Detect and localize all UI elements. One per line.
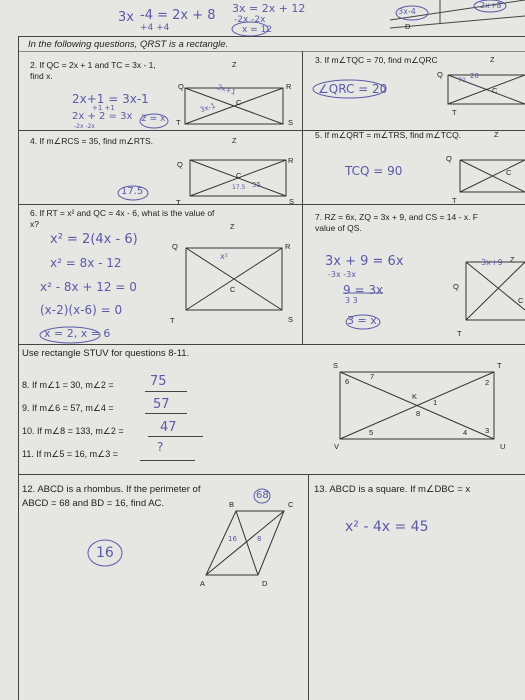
q4-label-q: Q — [177, 160, 183, 169]
scratch-eq-left-a: 3x — [118, 10, 134, 25]
stuv-heading: Use rectangle STUV for questions 8-11. — [22, 348, 190, 359]
q6-work-1: x² = 2(4x - 6) — [50, 232, 138, 247]
q7-label-c: C — [518, 296, 524, 305]
intro-text: In the following questions, QRST is a rectangle. — [28, 39, 229, 50]
q2-diag-label-b: 3x-1 — [199, 101, 217, 115]
stuv-label-s: S — [333, 361, 339, 370]
q3-label-q: Q — [437, 70, 443, 79]
q7-label-q: Q — [453, 282, 459, 291]
q9-text: 9. If m∠6 = 57, m∠4 = — [22, 403, 114, 413]
q11-text: 11. If m∠5 = 16, m∠3 = — [22, 449, 119, 459]
q4-label-s: S — [289, 197, 295, 206]
q3-answer: ∠QRC = 20 — [318, 82, 388, 96]
q13-work: x² - 4x = 45 — [345, 519, 429, 535]
q12-side: 68 — [256, 490, 269, 501]
q6-work-2: x² = 8x - 12 — [50, 256, 122, 270]
q6-work-4: (x-2)(x-6) = 0 — [40, 303, 123, 317]
q7-label-t: T — [457, 329, 462, 338]
q3-label-c: C — [492, 86, 498, 95]
stuv-angle-1: 1 — [433, 398, 438, 407]
q6-label-t: T — [170, 316, 175, 325]
q12-label-d: D — [262, 579, 268, 588]
q5-label-q: Q — [446, 154, 452, 163]
q4-label-r: R — [288, 156, 294, 165]
q2-label-r: R — [286, 82, 292, 91]
label-d-top: D — [405, 22, 411, 31]
q11-answer: ? — [157, 440, 164, 454]
q8-text: 8. If m∠1 = 30, m∠2 = — [22, 380, 114, 390]
stuv-angle-8: 8 — [416, 409, 421, 418]
q6-label-s: S — [288, 315, 294, 324]
q2-text-line2: find x. — [30, 71, 53, 81]
q4-text: 4. If m∠RCS = 35, find m∠RTS. — [30, 136, 154, 146]
scratch-eq-left-c: +4 +4 — [140, 23, 170, 33]
q2-label-z: Z — [232, 60, 237, 69]
q6-work-3: x² - 8x + 12 = 0 — [40, 280, 137, 294]
q4-label-z: Z — [232, 136, 237, 145]
q2-work-2: +1 +1 — [92, 104, 115, 112]
stuv-angle-7: 7 — [370, 372, 375, 381]
q3-label-t: T — [452, 108, 457, 117]
q7-work-4: 3 3 — [345, 296, 358, 305]
stuv-label-u: U — [500, 442, 506, 451]
q3-angle-a: 70 — [458, 77, 466, 84]
q9-answer: 57 — [153, 397, 170, 412]
stuv-angle-6: 6 — [345, 377, 350, 386]
q2-label-q: Q — [178, 82, 184, 91]
q2-work-3: 2x + 2 = 3x — [72, 111, 133, 122]
stuv-angle-4: 4 — [463, 428, 468, 437]
q2-answer: 2 = x — [141, 114, 166, 124]
q10-text: 10. If m∠8 = 133, m∠2 = — [22, 426, 124, 436]
stuv-angle-2: 2 — [485, 378, 490, 387]
q12-half-a: 16 — [228, 535, 237, 543]
q7-work-2: -3x -3x — [328, 270, 356, 279]
q4-label-t: T — [176, 198, 181, 207]
q2-label-t: T — [176, 118, 181, 127]
scratch-corner-expr-b: 2x+8 — [480, 1, 502, 10]
q2-diag-label-a: 2x+1 — [216, 83, 237, 97]
q6-answer: x = 2, x = 6 — [44, 327, 111, 340]
q12-half-b: 8 — [257, 535, 262, 543]
q12-answer: 16 — [96, 545, 114, 561]
q5-label-z: Z — [494, 130, 499, 139]
q12-label-b: B — [229, 500, 235, 509]
q5-label-t: T — [452, 196, 457, 205]
scratch-eq-mid-b: -2x -2x — [234, 15, 266, 25]
q7-text-line2: value of QS. — [315, 223, 362, 233]
q6-text-line2: x? — [30, 219, 39, 229]
q7-label-z: Z — [510, 255, 515, 264]
q12-label-a: A — [200, 579, 206, 588]
q4-angle-a: 35 — [252, 181, 261, 189]
stuv-label-t: T — [497, 361, 502, 370]
stuv-angle-5: 5 — [369, 428, 374, 437]
q12-text-line1: 12. ABCD is a rhombus. If the perimeter of — [22, 484, 201, 495]
q2-label-c: C — [236, 98, 242, 107]
q7-answer: 3 = x — [347, 314, 377, 327]
q6-diag-label: x² — [220, 252, 228, 261]
q2-label-s: S — [288, 118, 294, 127]
q6-label-q: Q — [172, 242, 178, 251]
q4-angle-b: 17.5 — [232, 184, 246, 191]
q2-work-4: -2x -2x — [74, 123, 95, 130]
q12-text-line2: ABCD = 68 and BD = 16, find AC. — [22, 498, 165, 509]
q5-label-c: C — [506, 168, 512, 177]
scratch-eq-mid-c: x = 12 — [242, 25, 273, 35]
stuv-angle-3: 3 — [485, 426, 490, 435]
q2-work-1: 2x+1 = 3x-1 — [72, 92, 149, 106]
q6-text-line1: 6. If RT = x² and QC = 4x - 6, what is the value of — [30, 208, 215, 218]
q3-angle-b: 20 — [470, 72, 479, 80]
q7-diag-label: 3x+9 — [481, 258, 503, 267]
q7-work-3: 9 = 3x — [343, 283, 384, 297]
q13-text: 13. ABCD is a square. If m∠DBC = x — [314, 484, 471, 495]
q12-label-c: C — [288, 500, 294, 509]
q5-answer: TCQ = 90 — [345, 164, 403, 178]
q6-label-z: Z — [230, 222, 235, 231]
q7-text-line1: 7. RZ = 6x, ZQ = 3x + 9, and CS = 14 - x. F — [315, 212, 478, 222]
q4-answer: 17.5 — [121, 186, 144, 197]
q10-answer: 47 — [160, 420, 177, 435]
q6-label-c: C — [230, 285, 236, 294]
scratch-eq-left-b: -4 = 2x + 8 — [140, 8, 216, 23]
scratch-corner-expr-a: 3x-4 — [398, 7, 416, 16]
stuv-label-v: V — [334, 442, 340, 451]
q4-label-c: C — [236, 171, 242, 180]
q2-text-line1: 2. If QC = 2x + 1 and TC = 3x - 1, — [30, 60, 156, 70]
q7-work-1: 3x + 9 = 6x — [325, 254, 404, 269]
scratch-eq-mid-a: 3x = 2x + 12 — [232, 2, 306, 15]
q8-answer: 75 — [150, 374, 167, 389]
stuv-label-k: K — [412, 392, 418, 401]
q5-text: 5. If m∠QRT = m∠TRS, find m∠TCQ. — [315, 130, 462, 140]
q3-label-z: Z — [490, 55, 495, 64]
q6-label-r: R — [285, 242, 291, 251]
q3-text: 3. If m∠TQC = 70, find m∠QRC — [315, 55, 438, 65]
